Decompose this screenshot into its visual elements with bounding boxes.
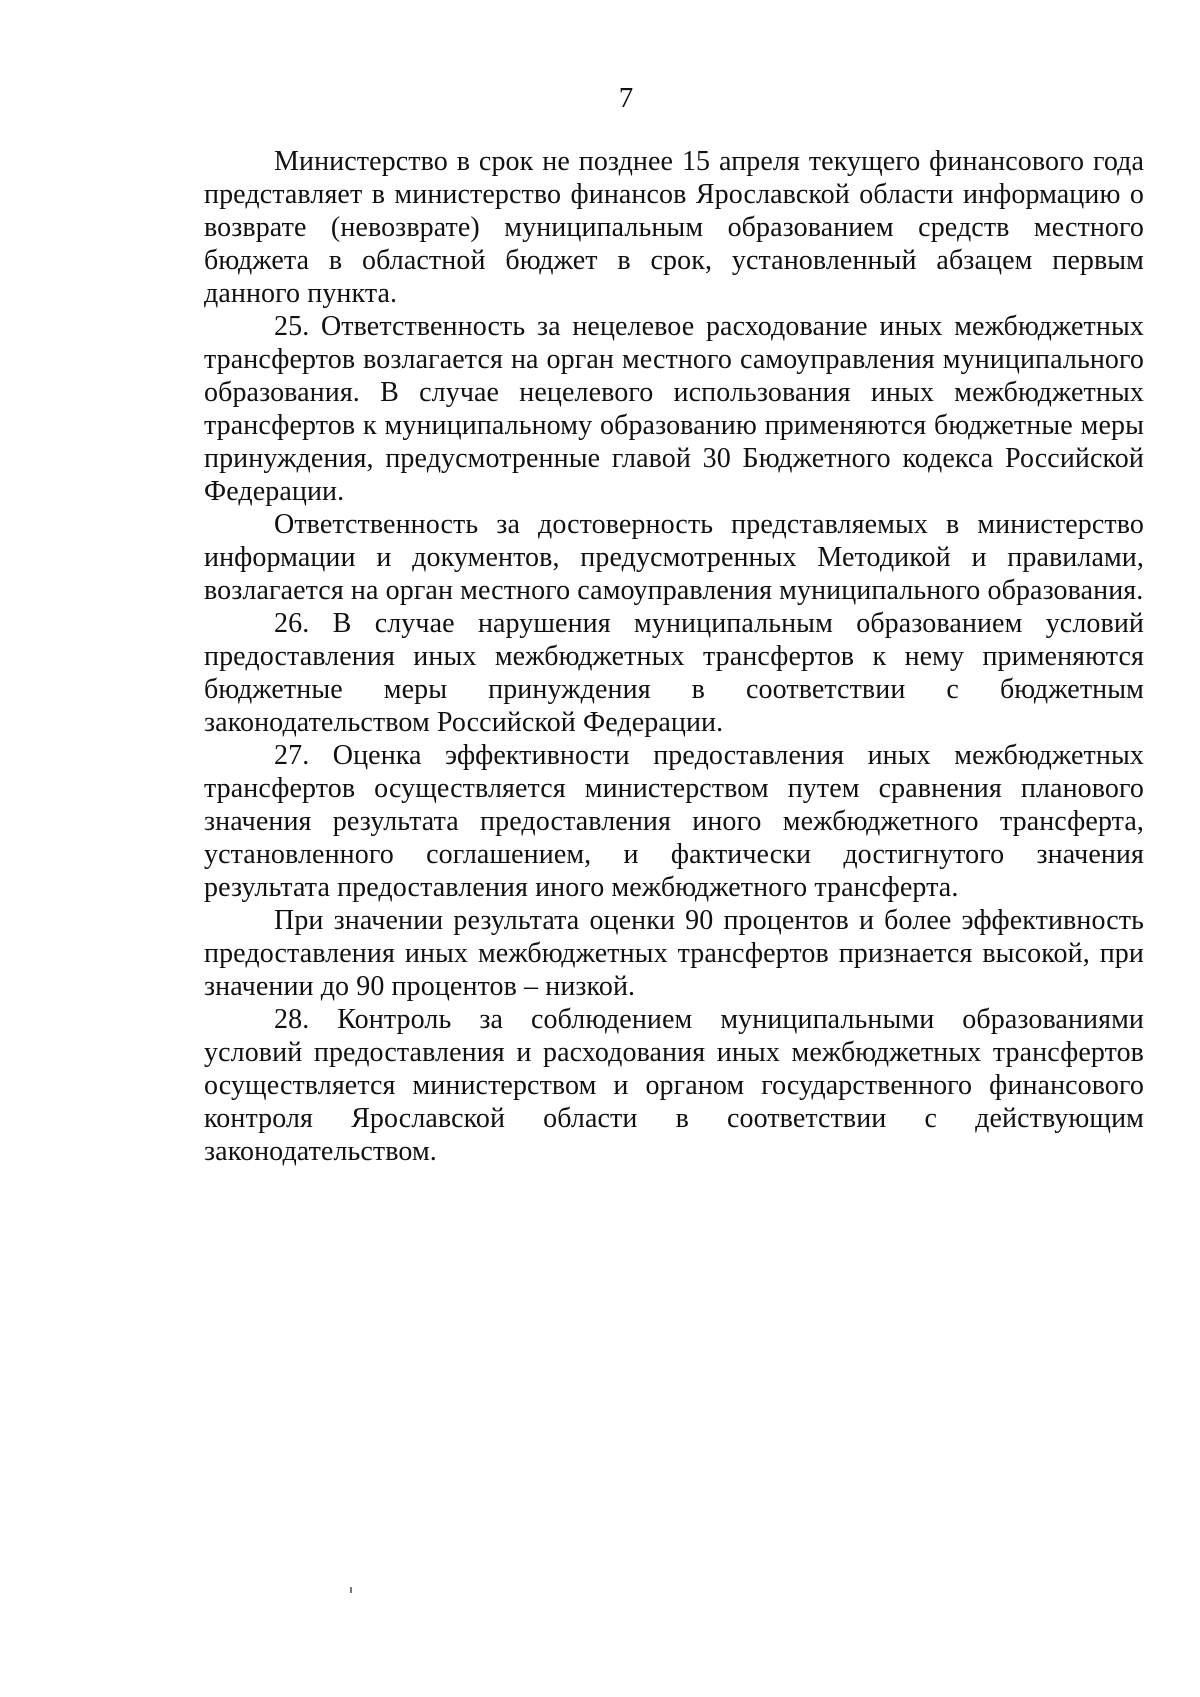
- scan-artifact-mark: [350, 1587, 352, 1593]
- paragraph-26-violation: 26. В случае нарушения муниципальным образованием условий предоставления иных межбюджетных трансфертов к нему применяются бюджетные меры принуждения в соответствии с бюджетным законодательством Российской Федерации.: [204, 608, 1144, 738]
- document-body: [204, 145, 1144, 1168]
- paragraph-28-control: 28. Контроль за соблюдением муниципальными образованиями условий предоставления и расходования иных межбюджетных трансфертов осуществляется министерством и органом государственного финансового контроля Ярославской области в соответствии с действующим законодательством.: [204, 1004, 1144, 1167]
- paragraph-ministry-report: Министерство в срок не позднее 15 апреля текущего финансового года представляет в министерство финансов Ярославской области информацию о возврате (невозврате) муниципальным образованием средств местного бюджета в областной бюджет в срок, установленный абзацем первым данного пункта.: [204, 146, 1144, 309]
- paragraph-27-efficiency-assessment: 27. Оценка эффективности предоставления иных межбюджетных трансфертов осуществляется министерством путем сравнения планового значения результата предоставления иного межбюджетного трансферта, установленного соглашением, и фактически достигнутого значения результата предоставления иного межбюджетного трансферта.: [204, 740, 1144, 903]
- page-number: 7: [618, 82, 634, 114]
- paragraph-25-responsibility: 25. Ответственность за нецелевое расходование иных межбюджетных трансфертов возлагается на орган местного самоуправления муниципального образования. В случае нецелевого использования иных межбюджетных трансфертов к муниципальному образованию применяются бюджетные меры принуждения, предусмотренные главой 30 Бюджетного кодекса Российской Федерации.: [204, 311, 1144, 507]
- paragraph-efficiency-threshold: При значении результата оценки 90 процентов и более эффективность предоставления иных межбюджетных трансфертов признается высокой, при значении до 90 процентов – низкой.: [204, 905, 1144, 1002]
- paragraph-reliability-responsibility: Ответственность за достоверность представляемых в министерство информации и документов, предусмотренных Методикой и правилами, возлагается на орган местного самоуправления муниципального образования.: [204, 509, 1144, 606]
